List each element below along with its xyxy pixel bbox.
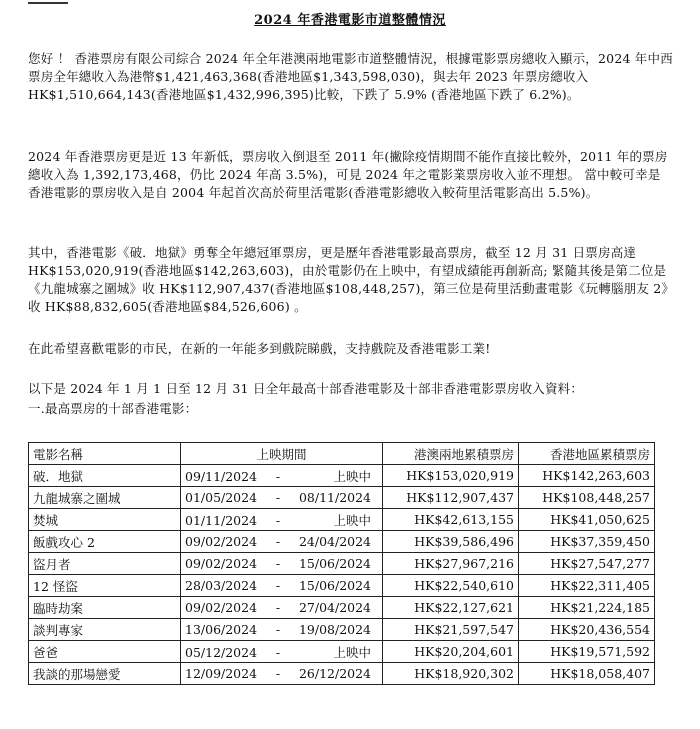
period-separator: - xyxy=(275,600,281,615)
end-date: 27/04/2024 xyxy=(298,600,371,615)
hk-box-office: HK$22,311,405 xyxy=(519,575,655,597)
hk-box-office: HK$18,058,407 xyxy=(519,663,655,685)
paragraph-record-low: 2024 年香港票房更是近 13 年新低，票房收入倒退至 2011 年(撇除疫情期間不能作直接比較外，2011 年的票房總收入為 1,392,173,468，仍比 2024 年高 3.5%)，可見 2024 年之電影業票房收入並不理想。 當中較可幸是香港電影的票房收入是自 2004 年起首次高於荷里活電影(香港電影總收入較荷里活電影高出 5.5%)。 xyxy=(28,149,668,200)
total-box-office: HK$27,967,216 xyxy=(383,553,519,575)
document-title: 2024 年香港電影市道整體情況 xyxy=(254,13,446,28)
table-row xyxy=(29,619,655,641)
total-box-office: HK$22,540,610 xyxy=(383,575,519,597)
table-row xyxy=(29,509,655,531)
start-date: 12/09/2024 xyxy=(185,666,258,681)
header-hk-box-office: 香港地區累積票房 xyxy=(519,443,655,465)
start-date: 05/12/2024 xyxy=(185,644,258,660)
hk-box-office: HK$27,547,277 xyxy=(519,553,655,575)
total-box-office: HK$39,586,496 xyxy=(383,531,519,553)
table-row xyxy=(29,663,655,685)
screening-period xyxy=(181,553,383,575)
end-date: 上映中 xyxy=(333,468,371,484)
total-box-office: HK$21,597,547 xyxy=(383,619,519,641)
film-name: 焚城 xyxy=(29,509,181,531)
start-date: 09/02/2024 xyxy=(185,556,258,571)
screening-period xyxy=(181,619,383,641)
start-date: 09/02/2024 xyxy=(185,534,258,549)
paragraph-top-films: 其中，香港電影《破．地獄》勇奪全年總冠軍票房，更是歷年香港電影最高票房，截至 12 月 31 日票房高達 HK$153,020,919(香港地區$142,263,603)，由於電影仍在上映中，有望成績能再創新高; 緊隨其後是第二位是《九龍城寨之圍城》收 HK$112,907,437(香港地區$108,448,257)，第三位是荷里活動畫電影《玩轉腦朋友 2》收 HK$88,832,605(香港地區$84,526,606) 。 xyxy=(28,245,668,314)
total-box-office: HK$18,920,302 xyxy=(383,663,519,685)
total-box-office: HK$20,204,601 xyxy=(383,641,519,663)
screening-period xyxy=(181,597,383,619)
section-heading: 一.最高票房的十部香港電影： xyxy=(28,401,198,416)
hk-box-office: HK$21,224,185 xyxy=(519,597,655,619)
page-top-fragment xyxy=(28,0,68,4)
start-date: 13/06/2024 xyxy=(185,622,258,637)
end-date: 24/04/2024 xyxy=(298,534,371,549)
film-name: 臨時劫案 xyxy=(29,597,181,619)
period-separator: - xyxy=(275,622,281,637)
table-row xyxy=(29,531,655,553)
hk-box-office: HK$20,436,554 xyxy=(519,619,655,641)
hk-box-office: HK$37,359,450 xyxy=(519,531,655,553)
screening-period xyxy=(181,575,383,597)
screening-period xyxy=(181,465,383,487)
table-row xyxy=(29,597,655,619)
paragraph-appeal: 在此希望喜歡電影的市民，在新的一年能多到戲院睇戲，支持戲院及香港電影工業! xyxy=(28,341,491,356)
film-name: 爸爸 xyxy=(29,641,181,663)
screening-period xyxy=(181,487,383,509)
header-total-box-office: 港澳兩地累積票房 xyxy=(383,443,519,465)
table-row xyxy=(29,641,655,663)
end-date: 上映中 xyxy=(333,644,371,660)
film-name: 12 怪盜 xyxy=(29,575,181,597)
table-row xyxy=(29,465,655,487)
paragraph-overview: 您好 ！ 香港票房有限公司綜合 2024 年全年港澳兩地電影市道整體情況，根據電影票房總收入顯示，2024 年中西票房全年總收入為港幣$1,421,463,368(香港地區$1,343,598,030)，與去年 2023 年票房總收入 HK$1,510,664,143(香港地區$1,432,996,395)比較，下跌了 5.9% (香港地區下跌了 6.2%)。 xyxy=(28,51,673,102)
film-name: 我談的那場戀愛 xyxy=(29,663,181,685)
total-box-office: HK$22,127,621 xyxy=(383,597,519,619)
film-name: 盜月者 xyxy=(29,553,181,575)
box-office-table xyxy=(28,442,655,685)
table-row xyxy=(29,487,655,509)
period-separator: - xyxy=(275,490,281,505)
start-date: 09/02/2024 xyxy=(185,600,258,615)
table-row xyxy=(29,553,655,575)
period-separator: - xyxy=(275,578,281,593)
period-separator: - xyxy=(275,534,281,549)
hk-box-office: HK$108,448,257 xyxy=(519,487,655,509)
screening-period xyxy=(181,641,383,663)
total-box-office: HK$42,613,155 xyxy=(383,509,519,531)
start-date: 01/11/2024 xyxy=(185,512,258,528)
end-date: 15/06/2024 xyxy=(298,556,371,571)
total-box-office: HK$153,020,919 xyxy=(383,465,519,487)
start-date: 28/03/2024 xyxy=(185,578,258,593)
film-name: 九龍城寨之圍城 xyxy=(29,487,181,509)
end-date: 15/06/2024 xyxy=(298,578,371,593)
start-date: 01/05/2024 xyxy=(185,490,258,505)
table-row xyxy=(29,575,655,597)
end-date: 08/11/2024 xyxy=(298,490,371,505)
header-screening-period: 上映期間 xyxy=(181,443,383,465)
film-name: 談判專家 xyxy=(29,619,181,641)
paragraph-table-intro: 以下是 2024 年 1 月 1 日至 12 月 31 日全年最高十部香港電影及十部非香港電影票房收入資料： xyxy=(28,381,584,396)
hk-box-office: HK$41,050,625 xyxy=(519,509,655,531)
period-separator: - xyxy=(275,556,281,571)
screening-period xyxy=(181,531,383,553)
period-separator: - xyxy=(275,512,281,528)
screening-period xyxy=(181,509,383,531)
period-separator: - xyxy=(275,644,281,660)
film-name: 破．地獄 xyxy=(29,465,181,487)
start-date: 09/11/2024 xyxy=(185,468,258,484)
hk-box-office: HK$19,571,592 xyxy=(519,641,655,663)
hk-box-office: HK$142,263,603 xyxy=(519,465,655,487)
table-header-row xyxy=(29,443,655,465)
film-name: 飯戲攻心 2 xyxy=(29,531,181,553)
period-separator: - xyxy=(275,468,281,484)
header-film-name: 電影名稱 xyxy=(29,443,181,465)
screening-period xyxy=(181,663,383,685)
total-box-office: HK$112,907,437 xyxy=(383,487,519,509)
end-date: 上映中 xyxy=(333,512,371,528)
end-date: 26/12/2024 xyxy=(298,666,371,681)
period-separator: - xyxy=(275,666,281,681)
end-date: 19/08/2024 xyxy=(298,622,371,637)
